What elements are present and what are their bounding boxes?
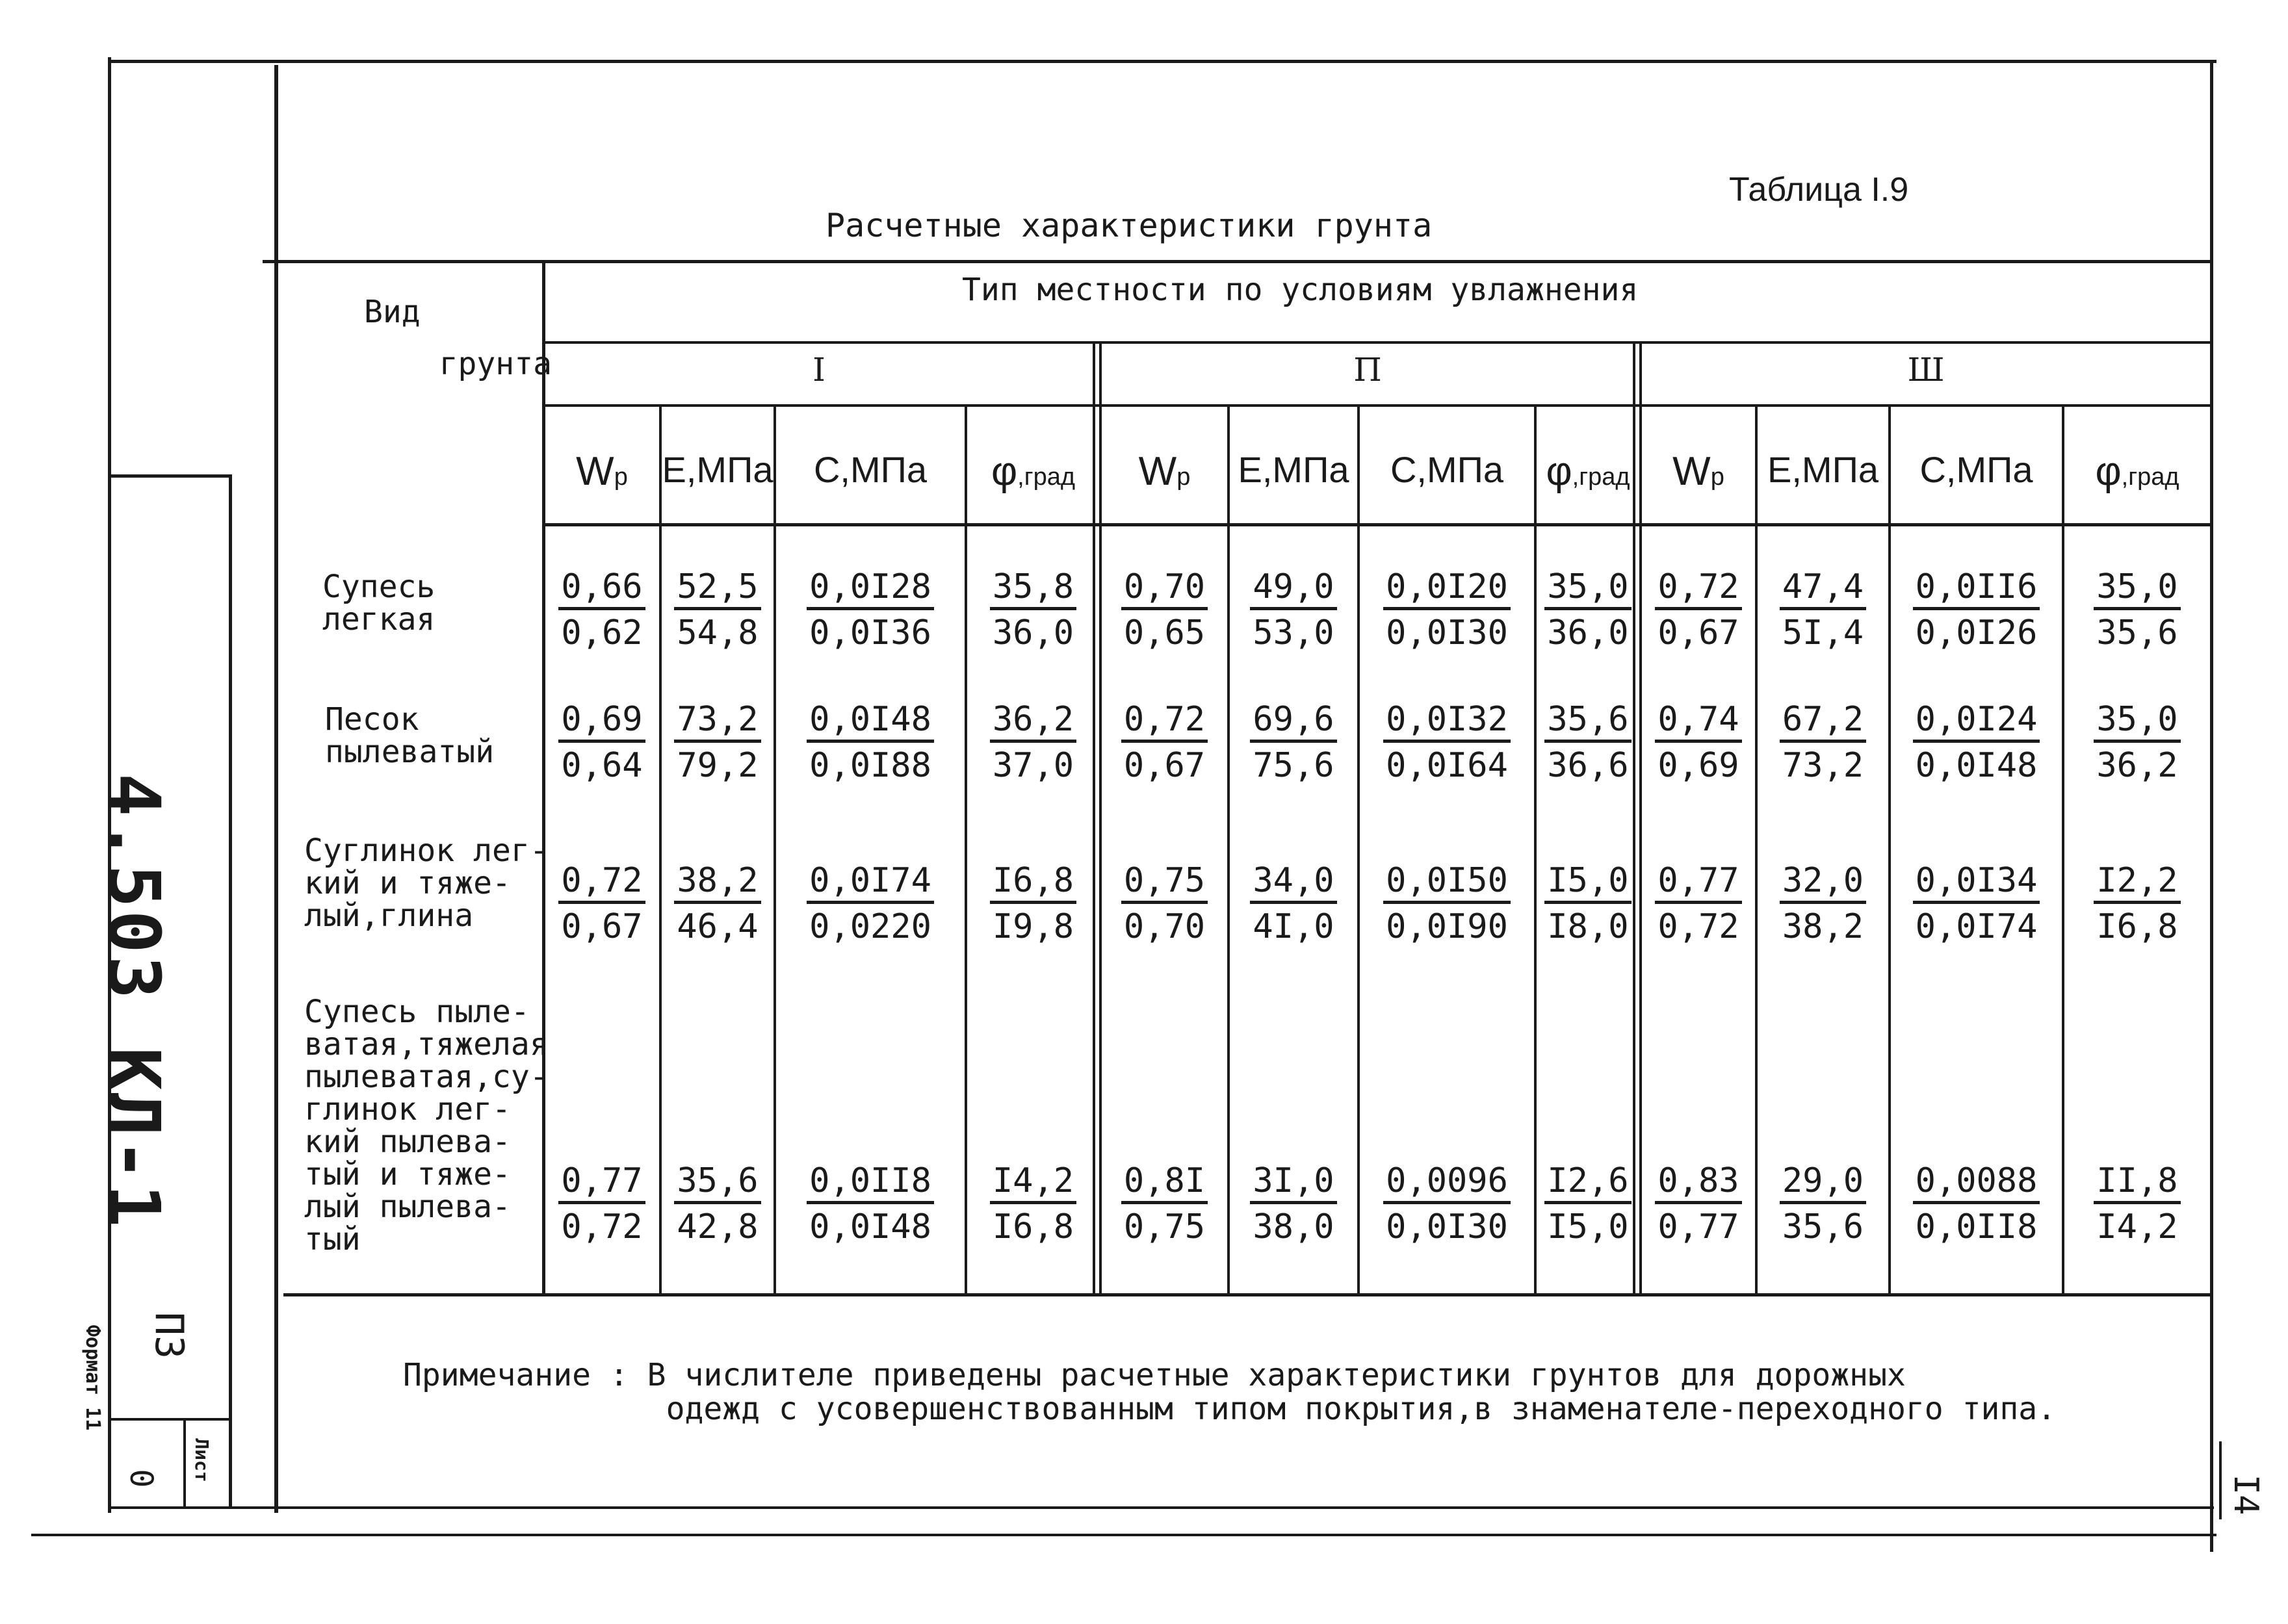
cell-denominator: I5,0: [1547, 1207, 1629, 1246]
table-cell: [660, 697, 775, 788]
cell-numerator: 35,0: [2094, 699, 2180, 743]
soil-label-2: Песок пылеватый: [325, 701, 495, 770]
table-cell: [1890, 564, 2063, 656]
cell-denominator: 36,0: [1547, 613, 1629, 652]
cell-numerator: 0,0I74: [807, 860, 934, 904]
group-header-2: П: [1353, 351, 1382, 389]
cell-denominator: 0,0I30: [1386, 613, 1508, 652]
cell-denominator: 0,67: [1123, 746, 1206, 785]
table-cell: [2063, 564, 2211, 656]
cell-numerator: 0,0II6: [1913, 567, 2040, 610]
table-number: Таблица I.9: [1729, 171, 1909, 209]
cell-numerator: 73,2: [674, 699, 760, 743]
cell-denominator: 42,8: [677, 1207, 759, 1246]
column-header: Wp: [1672, 449, 1724, 494]
cell-numerator: 3I,0: [1250, 1161, 1336, 1204]
table-cell: [775, 697, 966, 788]
cell-denominator: 0,0II8: [1915, 1207, 2038, 1246]
cell-denominator: 4I,0: [1253, 907, 1334, 946]
table-cell: [1228, 564, 1358, 656]
cell-numerator: 67,2: [1780, 699, 1866, 743]
cell-numerator: 35,8: [990, 567, 1076, 610]
cell-numerator: 0,0I24: [1913, 699, 2040, 743]
table-cell: [775, 858, 966, 949]
cell-numerator: 0,69: [558, 699, 645, 743]
column-header: Wp: [576, 449, 628, 494]
table-cell: [543, 564, 660, 656]
column-header: φ,град: [2095, 449, 2179, 494]
table-cell: [660, 1158, 775, 1250]
cell-numerator: 0,74: [1655, 699, 1741, 743]
table-cell: [660, 858, 775, 949]
cell-denominator: 0,0I26: [1915, 613, 2038, 652]
section-code: ПЗ: [146, 1311, 192, 1360]
cell-denominator: I6,8: [2096, 907, 2178, 946]
cell-numerator: 0,0096: [1383, 1161, 1511, 1204]
cell-numerator: 0,66: [558, 567, 645, 610]
cell-numerator: 0,72: [1655, 567, 1741, 610]
cell-numerator: 0,8I: [1121, 1161, 1208, 1204]
cell-denominator: 0,0I48: [809, 1207, 931, 1246]
cell-denominator: 0,0I90: [1386, 907, 1508, 946]
soil-label-1: Супесь легкая: [322, 569, 436, 638]
column-header: С,МПа: [813, 449, 928, 490]
table-cell: [775, 564, 966, 656]
terrain-type-header: Тип местности по условиям увлажнения: [962, 272, 1639, 308]
cell-denominator: 0,75: [1123, 1207, 1206, 1246]
cell-numerator: 29,0: [1780, 1161, 1866, 1204]
cell-numerator: 52,5: [674, 567, 760, 610]
cell-numerator: 32,0: [1780, 860, 1866, 904]
table-cell: [966, 858, 1100, 949]
table-note: Примечание : В числителе приведены расчетные характеристики грунтов для дорожных одежд с усовершенствованным типом покрытия,в знаменателе-переходного типа.: [403, 1357, 2057, 1427]
table-cell: [1890, 1158, 2063, 1250]
cell-numerator: 35,6: [1544, 699, 1631, 743]
cell-denominator: 0,77: [1658, 1207, 1739, 1246]
table-cell: [1641, 697, 1756, 788]
column-header: С,МПа: [1919, 449, 2033, 490]
cell-numerator: 0,0I32: [1383, 699, 1511, 743]
format-label: Формат 11: [81, 1324, 104, 1431]
column-header: φ,град: [991, 449, 1076, 494]
cell-numerator: 0,0II8: [807, 1161, 934, 1204]
table-cell: [1358, 697, 1535, 788]
table-cell: [660, 564, 775, 656]
cell-numerator: 0,77: [1655, 860, 1741, 904]
cell-denominator: 38,0: [1253, 1207, 1334, 1246]
cell-denominator: 54,8: [677, 613, 759, 652]
cell-denominator: I4,2: [2096, 1207, 2178, 1246]
table-cell: [1100, 1158, 1228, 1250]
page-number: I4: [2226, 1474, 2265, 1515]
table-top-line: [263, 260, 2213, 263]
stamp-divider-v: [183, 1418, 186, 1506]
cell-denominator: 36,0: [992, 613, 1074, 652]
frame-bottom: [31, 1534, 2216, 1536]
cell-denominator: 0,0I64: [1386, 746, 1508, 785]
cell-denominator: I8,0: [1547, 907, 1629, 946]
table-cell: [2063, 858, 2211, 949]
table-cell: [1228, 1158, 1358, 1250]
stamp-divider: [108, 1418, 231, 1421]
cell-denominator: 37,0: [992, 746, 1074, 785]
cell-denominator: 46,4: [677, 907, 759, 946]
table-cell: [1641, 564, 1756, 656]
column-header: E,МПа: [662, 449, 774, 490]
cell-numerator: I6,8: [990, 860, 1076, 904]
frame-right: [2210, 60, 2213, 1552]
table-cell: [1228, 697, 1358, 788]
group-header-3: Ш: [1907, 351, 1945, 389]
header-bottom-line: [543, 523, 2210, 526]
cell-numerator: 69,6: [1250, 699, 1336, 743]
cell-denominator: I6,8: [992, 1207, 1074, 1246]
column-header: φ,град: [1546, 449, 1630, 494]
table-cell: [1100, 697, 1228, 788]
table-cell: [966, 564, 1100, 656]
sheet-value: 0: [123, 1469, 159, 1488]
cell-denominator: 0,70: [1123, 907, 1206, 946]
cell-denominator: 0,67: [1658, 613, 1739, 652]
table-cell: [543, 858, 660, 949]
cell-denominator: I9,8: [992, 907, 1074, 946]
cell-denominator: 0,0I48: [1915, 746, 2038, 785]
table-cell: [1535, 1158, 1641, 1250]
cell-denominator: 53,0: [1253, 613, 1334, 652]
stamp-top: [108, 474, 231, 478]
frame-inner-bottom: [108, 1506, 2214, 1509]
cell-numerator: 49,0: [1250, 567, 1336, 610]
table-cell: [1756, 697, 1890, 788]
column-header: E,МПа: [1238, 449, 1349, 490]
cell-denominator: 36,6: [1547, 746, 1629, 785]
column-header: E,МПа: [1767, 449, 1878, 490]
column-header: Wp: [1138, 449, 1191, 494]
table-cell: [2063, 1158, 2211, 1250]
table-cell: [1641, 858, 1756, 949]
soil-label-3: Суглинок лег- кий и тяже- лый,глина: [304, 832, 549, 934]
table-cell: [1756, 564, 1890, 656]
table-cell: [543, 1158, 660, 1250]
sheet-label: Лист: [191, 1438, 213, 1482]
cell-numerator: 35,0: [1544, 567, 1631, 610]
cell-numerator: I4,2: [990, 1161, 1076, 1204]
cell-numerator: I2,6: [1544, 1161, 1631, 1204]
cell-numerator: 34,0: [1250, 860, 1336, 904]
column-header: С,МПа: [1390, 449, 1504, 490]
cell-denominator: 38,2: [1782, 907, 1864, 946]
table-cell: [1358, 858, 1535, 949]
group-header-1: I: [812, 351, 826, 389]
cell-denominator: 35,6: [2096, 613, 2178, 652]
cell-denominator: 73,2: [1782, 746, 1864, 785]
cell-denominator: 0,65: [1123, 613, 1206, 652]
table-cell: [966, 697, 1100, 788]
cell-denominator: 0,0I74: [1915, 907, 2038, 946]
cell-denominator: 0,72: [1658, 907, 1739, 946]
table-cell: [1756, 1158, 1890, 1250]
cell-numerator: 0,75: [1121, 860, 1208, 904]
cell-numerator: 35,6: [674, 1161, 760, 1204]
cell-numerator: 0,0I34: [1913, 860, 2040, 904]
cell-denominator: 0,64: [561, 746, 643, 785]
table-cell: [1641, 1158, 1756, 1250]
table-cell: [775, 1158, 966, 1250]
table-cell: [1890, 697, 2063, 788]
frame-top: [110, 60, 2216, 63]
page-tick: [2219, 1441, 2222, 1519]
cell-denominator: 35,6: [1782, 1207, 1864, 1246]
cell-denominator: 0,0I30: [1386, 1207, 1508, 1246]
soil-label-4: Супесь пыле- ватая,тяжелая пылеватая,су- глинок лег- кий пылева- тый и тяже- лый пылева- тый: [304, 994, 549, 1257]
cell-numerator: 36,2: [990, 699, 1076, 743]
frame-left-inner: [274, 65, 278, 1513]
table-bottom-line: [283, 1293, 2211, 1296]
table-cell: [2063, 697, 2211, 788]
stamp-right: [229, 474, 232, 1508]
cell-numerator: I2,2: [2094, 860, 2180, 904]
cell-denominator: 79,2: [677, 746, 759, 785]
cols-top-line: [543, 404, 2210, 407]
table-cell: [1535, 858, 1641, 949]
table-cell: [1358, 1158, 1535, 1250]
table-cell: [1535, 697, 1641, 788]
cell-numerator: I5,0: [1544, 860, 1631, 904]
table-cell: [966, 1158, 1100, 1250]
table-cell: [1100, 858, 1228, 949]
cell-denominator: 5I,4: [1782, 613, 1864, 652]
cell-numerator: 0,72: [1121, 699, 1208, 743]
groups-top-line: [543, 341, 2210, 344]
cell-numerator: 0,77: [558, 1161, 645, 1204]
cell-numerator: 0,83: [1655, 1161, 1741, 1204]
document-code: 4.503 КЛ-1: [92, 773, 176, 1230]
table-cell: [1358, 564, 1535, 656]
table-cell: [543, 697, 660, 788]
table-cell: [1535, 564, 1641, 656]
cell-denominator: 0,62: [561, 613, 643, 652]
cell-numerator: 0,0I50: [1383, 860, 1511, 904]
cell-numerator: 35,0: [2094, 567, 2180, 610]
table-cell: [1228, 858, 1358, 949]
cell-numerator: 0,0I28: [807, 567, 934, 610]
cell-numerator: 0,0I20: [1383, 567, 1511, 610]
soil-type-header: Вид грунта: [364, 294, 552, 382]
cell-numerator: 0,0I48: [807, 699, 934, 743]
table-title: Расчетные характеристики грунта: [826, 207, 1433, 244]
cell-denominator: 36,2: [2096, 746, 2178, 785]
cell-denominator: 0,0I36: [809, 613, 931, 652]
cell-numerator: 0,72: [558, 860, 645, 904]
cell-denominator: 0,72: [561, 1207, 643, 1246]
table-cell: [1100, 564, 1228, 656]
cell-numerator: 38,2: [674, 860, 760, 904]
cell-numerator: 47,4: [1780, 567, 1866, 610]
table-cell: [1756, 858, 1890, 949]
cell-numerator: II,8: [2094, 1161, 2180, 1204]
cell-denominator: 0,0I88: [809, 746, 931, 785]
cell-denominator: 0,69: [1658, 746, 1739, 785]
cell-denominator: 0,67: [561, 907, 643, 946]
cell-numerator: 0,0088: [1913, 1161, 2040, 1204]
table-cell: [1890, 858, 2063, 949]
cell-denominator: 75,6: [1253, 746, 1334, 785]
cell-numerator: 0,70: [1121, 567, 1208, 610]
cell-denominator: 0,0220: [809, 907, 931, 946]
